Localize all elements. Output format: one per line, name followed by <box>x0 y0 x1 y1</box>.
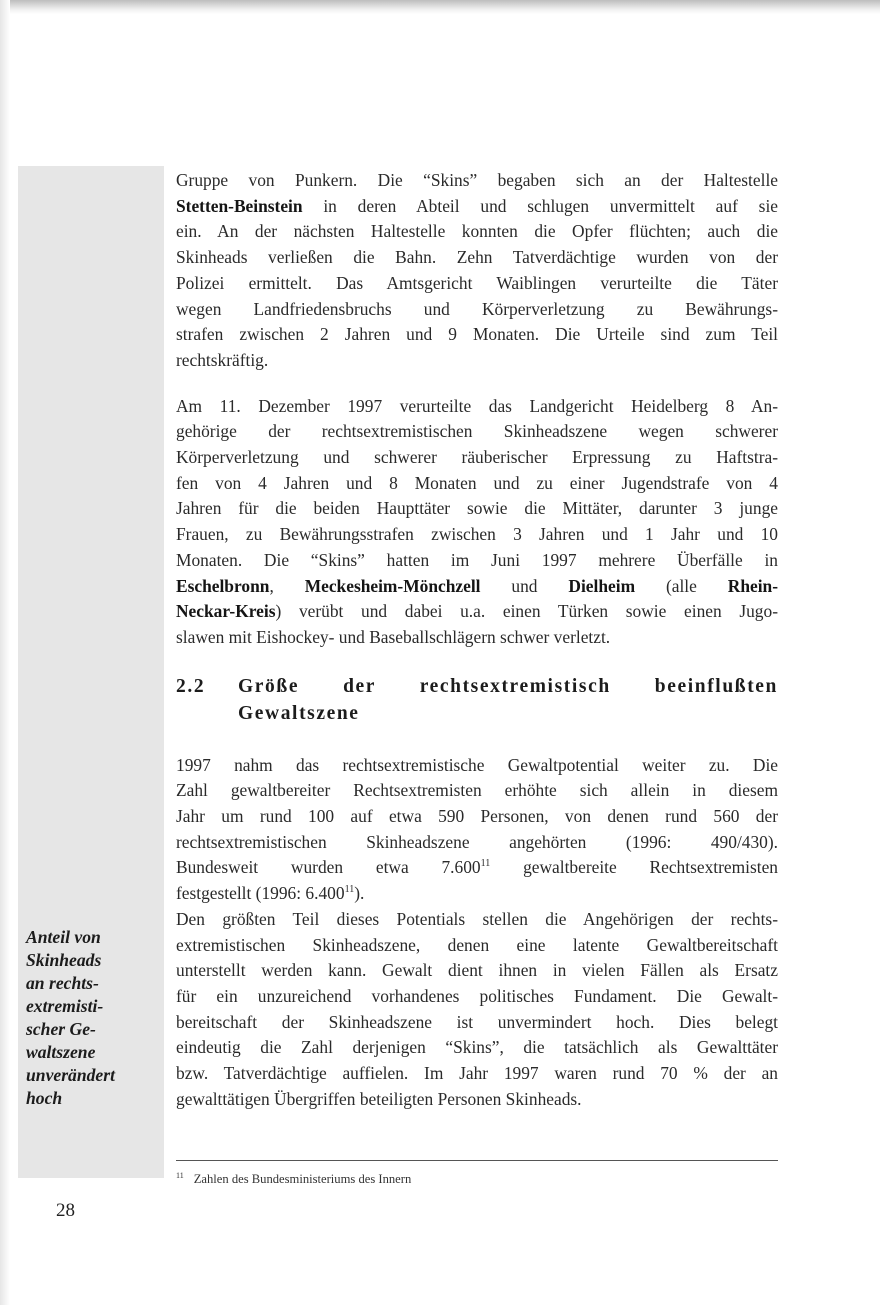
margin-note-line: waltszene <box>26 1042 96 1062</box>
text-line: Frauen, zu Bewährungsstrafen zwischen 3 Jahren und 1 Jahr und 10 <box>176 524 778 545</box>
text-line: Gruppe von Punkern. Die “Skins” begaben sich an der Haltestelle <box>176 170 778 190</box>
paragraph-3 <box>176 753 778 907</box>
text-line: Jahren für die beiden Haupttäter sowie die Mittäter, darunter 3 junge <box>176 498 778 519</box>
section-heading <box>176 673 778 727</box>
text-line: Körperverletzung und schwerer räuberischer Erpressung zu Haftstra- <box>176 447 778 468</box>
section-title-line: Gewaltszene <box>238 702 360 724</box>
scan-top-edge <box>0 0 880 14</box>
text-line: ein. An der nächsten Haltestelle konnten die Opfer flüchten; auch die <box>176 221 778 242</box>
text-line: Monaten. Die “Skins” hatten im Juni 1997 mehrere Überfälle in <box>176 549 778 570</box>
text-line <box>176 855 778 881</box>
paragraph-1 <box>176 168 778 374</box>
text-line: gehörige der rechtsextremistischen Skinheadszene wegen schwerer <box>176 421 778 442</box>
text-segment: in deren Abteil und schlugen unvermittelt auf sie <box>302 195 778 216</box>
text-line: rechtsextremistischen Skinheadszene angehörten (1996: 490/430). <box>176 831 778 852</box>
place-name: Stetten-Beinstein <box>176 195 303 216</box>
text-line: gewalttätigen Übergriffen beteiligten Personen Skinheads. <box>176 1088 582 1109</box>
text-line: rechtskräftig. <box>176 349 269 370</box>
text-line: Den größten Teil dieses Potentials stellen die Angehörigen der rechts- <box>176 908 778 929</box>
text-segment: ) verübt und dabei u.a. einen Türken sowie einen Jugo- <box>275 601 778 622</box>
margin-note-line: an rechts- <box>26 973 99 993</box>
margin-note-line: unverändert <box>26 1065 115 1085</box>
section-number: 2.2 <box>176 675 206 697</box>
text-line: bzw. Tatverdächtige auffielen. Im Jahr 1997 waren rund 70 % der an <box>176 1063 778 1084</box>
text-line <box>176 881 778 907</box>
text-line: strafen zwischen 2 Jahren und 9 Monaten. Die Urteile sind zum Teil <box>176 324 778 345</box>
text-line: Polizei ermittelt. Das Amtsgericht Waiblingen verurteilte die Täter <box>176 272 778 293</box>
place-name: Neckar-Kreis <box>176 601 276 622</box>
text-line: Zahl gewaltbereiter Rechtsextremisten erhöhte sich allein in diesem <box>176 780 778 801</box>
footnote-reference: 11 <box>344 884 355 896</box>
text-line: wegen Landfriedensbruchs und Körperverletzung zu Bewährungs- <box>176 298 778 319</box>
text-line: Skinheads verließen die Bahn. Zehn Tatverdächtige wurden von der <box>176 247 778 268</box>
place-name: Meckesheim-Mönchzell <box>304 575 481 596</box>
margin-note-line: Anteil von <box>26 927 101 947</box>
margin-note-line: Skinheads <box>26 950 102 970</box>
text-line <box>176 574 778 600</box>
footnote <box>176 1172 411 1187</box>
text-line: eindeutig die Zahl derjenigen “Skins”, die tatsächlich als Gewalttäter <box>176 1037 778 1058</box>
footnote-reference: 11 <box>480 858 491 870</box>
place-name: Rhein- <box>727 575 779 596</box>
text-line: slawen mit Eishockey- und Baseballschlägern schwer verletzt. <box>176 626 611 647</box>
text-segment: Bundesweit wurden etwa 7.600 <box>176 857 481 878</box>
text-line <box>176 599 778 625</box>
text-line: bereitschaft der Skinheadszene ist unvermindert hoch. Dies belegt <box>176 1011 778 1032</box>
text-segment: , <box>269 575 305 596</box>
margin-note-line: extremisti- <box>26 996 104 1016</box>
footnote-divider <box>176 1160 778 1161</box>
text-line: fen von 4 Jahren und 8 Monaten und zu einer Jugendstrafe von 4 <box>176 472 778 493</box>
margin-note-line: scher Ge- <box>26 1019 96 1039</box>
text-segment: (alle <box>635 575 728 596</box>
place-name: Eschelbronn <box>176 575 270 596</box>
text-line: für ein unzureichend vorhandenes politisches Fundament. Die Gewalt- <box>176 985 778 1006</box>
text-segment: ). <box>354 883 365 904</box>
text-line: extremistischen Skinheadszene, denen eine latente Gewaltbereitschaft <box>176 934 778 955</box>
scan-left-edge <box>0 0 10 1305</box>
text-line: Am 11. Dezember 1997 verurteilte das Landgericht Heidelberg 8 An- <box>176 395 778 416</box>
paragraph-4 <box>176 907 778 1113</box>
footnote-text: Zahlen des Bundesministeriums des Innern <box>193 1172 412 1186</box>
section-title-line: Größe der rechtsextremistisch beeinflußten <box>238 675 778 697</box>
main-text <box>176 168 778 1113</box>
place-name: Dielheim <box>568 575 636 596</box>
paragraph-2 <box>176 394 778 651</box>
text-line: 1997 nahm das rechtsextremistische Gewaltpotential weiter zu. Die <box>176 754 778 775</box>
text-line: unterstellt werden kann. Gewalt dient ihnen in vielen Fällen als Ersatz <box>176 960 778 981</box>
text-segment: und <box>480 575 569 596</box>
footnote-marker: 11 <box>176 1171 184 1180</box>
text-line: Jahr um rund 100 auf etwa 590 Personen, von denen rund 560 der <box>176 806 778 827</box>
page-number: 28 <box>56 1200 75 1221</box>
text-line <box>176 194 778 220</box>
margin-note <box>26 926 160 1110</box>
text-segment: gewaltbereite Rechtsextremisten <box>490 857 778 878</box>
margin-note-line: hoch <box>26 1088 63 1108</box>
text-segment: festgestellt (1996: 6.400 <box>176 883 345 904</box>
